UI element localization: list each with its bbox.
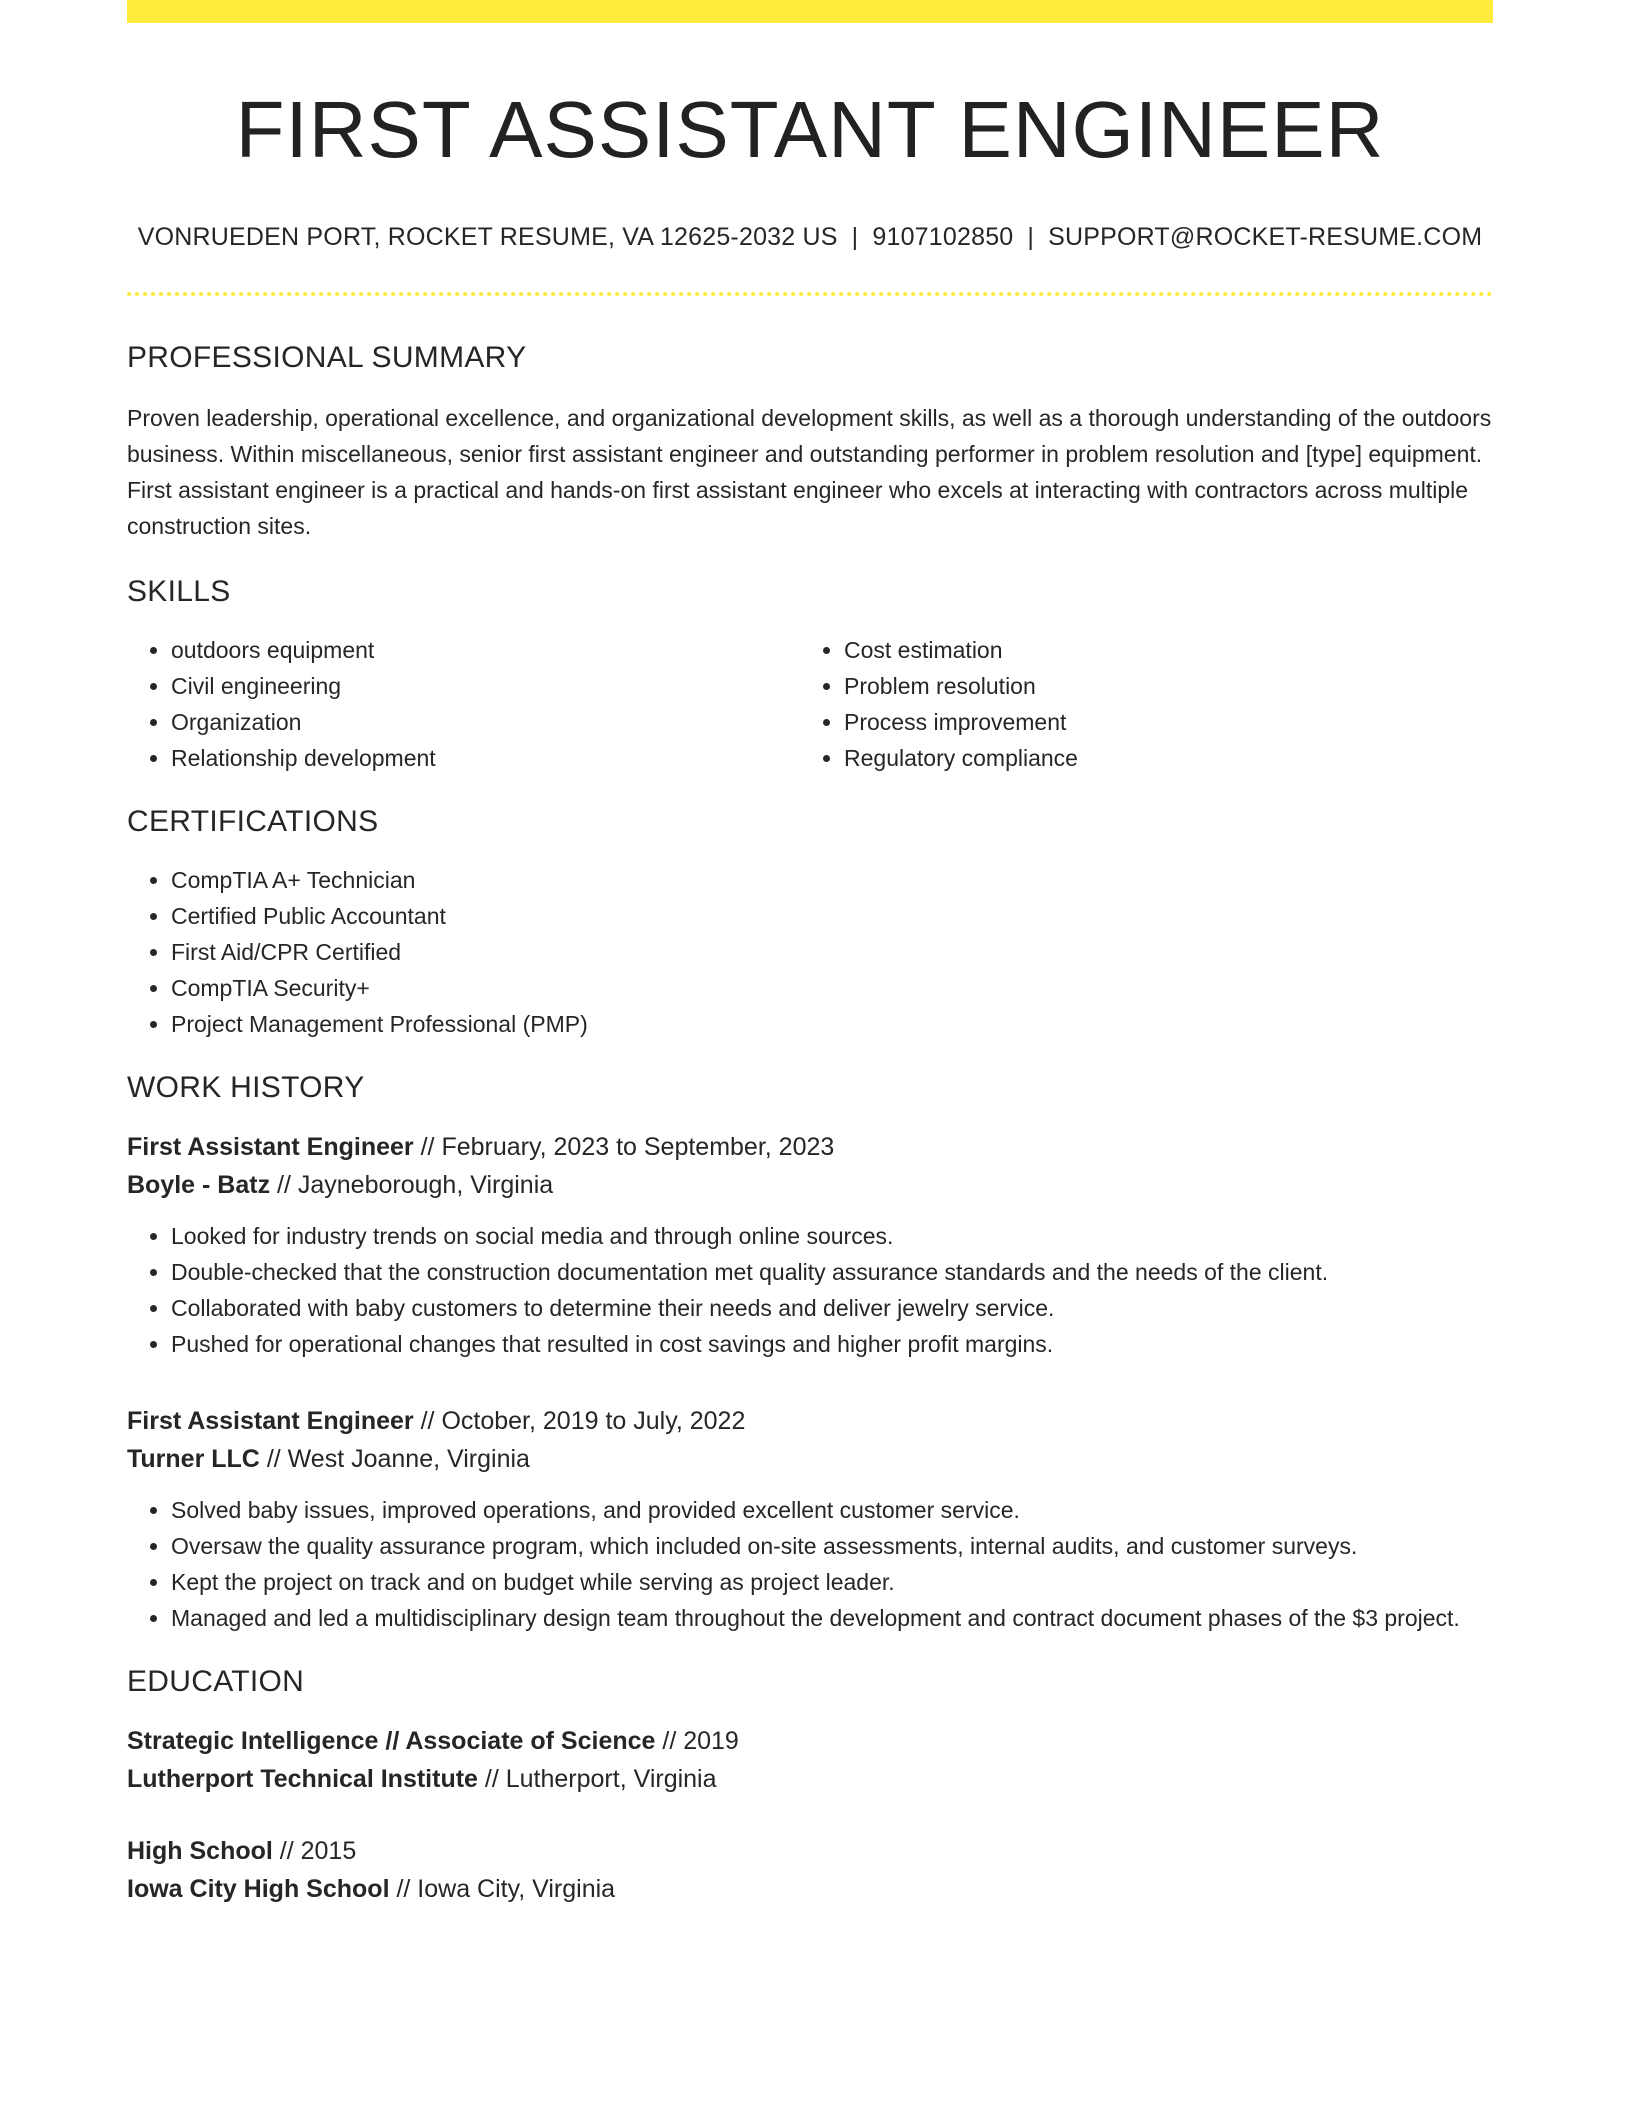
contact-email: SUPPORT@ROCKET-RESUME.COM [1048,223,1483,251]
job-duty-item: • Double-checked that the construction documentation met quality assurance standards and the needs of the client. [171,1254,1493,1290]
education-entry [127,1722,1493,1798]
summary-text: Proven leadership, operational excellence, and organizational development skills, as well as a thorough understanding of the outdoors business. Within miscellaneous, senior first assistant engineer and outstanding performer in problem resolution and [type] equipment. First assistant engineer is a practical and hands-on first assistant engineer who excels at interacting with contractors across multiple construction sites. [127,405,1492,539]
education-year: // 2015 [272,1837,357,1865]
certification-item: • First Aid/CPR Certified [171,934,1493,970]
skill-item: • Problem resolution [844,668,1473,704]
job-duty-item: • Oversaw the quality assurance program, which included on-site assessments, internal audits, and customer surveys. [171,1528,1493,1564]
education-degree: High School [127,1837,273,1865]
education-degree-line [127,1832,1493,1870]
job-duty-item: • Collaborated with baby customers to determine their needs and deliver jewelry service. [171,1290,1493,1326]
dotted-divider [127,292,1493,296]
certification-item: • CompTIA A+ Technician [171,862,1493,898]
education-entry [127,1832,1493,1908]
skill-item: • Process improvement [844,704,1473,740]
job-company-line [127,1166,1493,1204]
job-entry [127,1128,1493,1362]
skills-column-left [127,632,800,776]
education-school: Lutherport Technical Institute [127,1765,478,1793]
job-title-line [127,1128,1493,1166]
job-duty-item: • Looked for industry trends on social media and through online sources. [171,1218,1493,1254]
job-company: Turner LLC [127,1445,260,1473]
certification-item: • Certified Public Accountant [171,898,1493,934]
job-entry [127,1402,1493,1636]
job-company: Boyle - Batz [127,1171,271,1199]
skill-item: • Regulatory compliance [844,740,1473,776]
job-title-line [127,1402,1493,1440]
certification-item: • CompTIA Security+ [171,970,1493,1006]
contact-phone: 9107102850 [872,223,1014,251]
education-year: // 2019 [655,1727,739,1755]
skills-grid [127,632,1493,776]
job-dates: // February, 2023 to September, 2023 [413,1133,835,1161]
job-location: // West Joanne, Virginia [259,1445,530,1473]
job-duty-item: • Solved baby issues, improved operations, and provided excellent customer service. [171,1492,1493,1528]
work-history-heading: WORK HISTORY [127,1071,365,1104]
job-dates: // October, 2019 to July, 2022 [413,1407,746,1435]
education-degree: Strategic Intelligence // Associate of Science [127,1727,656,1755]
education-location: // Iowa City, Virginia [389,1875,616,1903]
skills-list-left [127,632,800,776]
job-duties-list [127,1218,1493,1362]
contact-separator: | [1027,223,1035,251]
skill-item: • Cost estimation [844,632,1473,668]
skills-column-right [800,632,1473,776]
resume-title: FIRST ASSISTANT ENGINEER [235,85,1385,174]
contact-address: VONRUEDEN PORT, ROCKET RESUME, VA 12625-2032 US [137,223,838,251]
job-duty-item: • Kept the project on track and on budget while serving as project leader. [171,1564,1493,1600]
education-school-line [127,1870,1493,1908]
contact-line [127,222,1493,252]
job-duties-list [127,1492,1493,1636]
education-heading: EDUCATION [127,1665,305,1698]
education-location: // Lutherport, Virginia [477,1765,717,1793]
certifications-list [127,862,1493,1042]
skill-item: • Civil engineering [171,668,800,704]
skill-item: • Relationship development [171,740,800,776]
skill-item: • outdoors equipment [171,632,800,668]
job-company-line [127,1440,1493,1478]
job-role: First Assistant Engineer [127,1407,414,1435]
summary-heading: PROFESSIONAL SUMMARY [127,341,527,374]
skill-item: • Organization [171,704,800,740]
education-degree-line [127,1722,1493,1760]
education-school-line [127,1760,1493,1798]
contact-separator: | [851,223,859,251]
job-duty-item: • Managed and led a multidisciplinary design team throughout the development and contract document phases of the $3 project. [171,1600,1493,1636]
job-duty-item: • Pushed for operational changes that resulted in cost savings and higher profit margins. [171,1326,1493,1362]
skills-heading: SKILLS [127,575,231,608]
certifications-heading: CERTIFICATIONS [127,805,379,838]
job-location: // Jayneborough, Virginia [270,1171,554,1199]
job-role: First Assistant Engineer [127,1133,414,1161]
skills-list-right [800,632,1473,776]
certification-item: • Project Management Professional (PMP) [171,1006,1493,1042]
resume-content [127,0,1493,1908]
education-school: Iowa City High School [127,1875,390,1903]
